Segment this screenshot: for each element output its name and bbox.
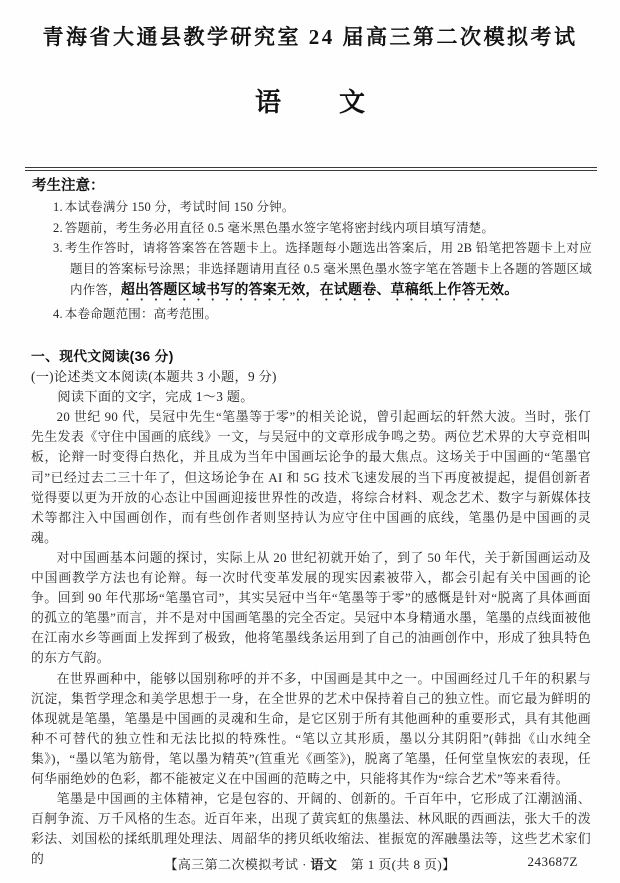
notice-item-1-text: 本试卷满分 150 分，考试时间 150 分钟。 <box>64 200 295 214</box>
notice-items <box>53 197 592 325</box>
footer-caption-prefix: 【高三第二次模拟考试 · <box>164 857 311 872</box>
notice-item-2-number: 2. <box>53 220 63 235</box>
passage-paragraph-2: 对中国画基本问题的探讨，实际上从 20 世纪初就开始了，到了 50 年代，关于新国画运动及中国画教学方法也有论辩。每一次时代变革发展的现实因素被带入，都会引起有关中国画的论争。回到 90 年代那场“笔墨官司”，其实吴冠中当年“笔墨等于零”的感慨是针对“脱离了具体画面的孤立的笔墨”而言，并不是对中国画笔墨的完全否定。吴冠中本身精通水墨，笔墨的点线面被他在江南水乡等画面上发挥到了极致，他将笔墨线条运用到了自己的油画创作中，形成了独具特色的东方气韵。 <box>31 550 591 666</box>
part-one-heading: 一、现代文阅读(36 分) <box>31 349 174 364</box>
footer-exam-code: 243687Z <box>527 854 578 869</box>
notice-item-1 <box>53 197 592 218</box>
subsection-heading: (一)论述类文本阅读(本题共 3 小题，9 分) <box>31 369 277 385</box>
page-footer <box>0 854 620 874</box>
passage-paragraph-4: 笔墨是中国画的主体精神，它是包容的、开阔的、创新的。千百年中，它形成了江潮汹涌、百舸争流、万千风格的生态。近百年来，出现了黄宾虹的焦墨法、林风眠的西画法，张大千的泼彩法、刘国松的揉纸肌理处理法、周韶华的拷贝纸收缩法、崔振宽的浑融墨法等，这些艺术家们的 <box>31 792 591 867</box>
candidate-notice <box>32 176 592 325</box>
exam-title: 青海省大通县教学研究室 24 届高三第二次模拟考试 <box>42 25 578 49</box>
notice-item-2 <box>53 218 592 239</box>
notice-item-3 <box>53 238 592 304</box>
notice-item-3-text: 考生作答时，请将答案答在答题卡上。选择题每小题选出答案后，用 2B 铅笔把答题卡上对应题目的答案标号涂黑；非选择题请用直径 0.5 毫米黑色墨水签字笔在答题卡上各题的答题区域内作答， <box>64 241 592 297</box>
main-content <box>31 347 591 869</box>
passage-paragraph-3: 在世界画种中，能够以国别称呼的并不多，中国画是其中之一。中国画经过几千年的积累与沉淀，集哲学理念和美学思想于一身，在全世界的艺术中保持着自己的独立性。而它最为鲜明的体现就是笔墨，笔墨是中国画的灵魂和生命，是它区别于所有其他画种的重要形式，具有其他画种不可替代的独立性和无法比拟的特殊性。“笔以立其形质，墨以分其阴阳”(韩拙《山水纯全集》)，“墨以笔为筋骨，笔以墨为精英”(笪重光《画筌》)，脱离了笔墨，任何堂皇恢宏的表现，任何华丽绝妙的色彩，都不能被定义在中国画的范畴之中，只能将其作为“综合艺术”等来看待。 <box>31 671 591 786</box>
footer-subject: 语文 <box>310 857 338 872</box>
notice-item-4 <box>53 304 592 325</box>
subject-title: 语文 <box>254 87 423 117</box>
notice-item-3-emphasized-text: 超出答题区域书写的答案无效，在试题卷、草稿纸上作答无效。 <box>120 281 519 297</box>
notice-item-1-number: 1. <box>53 200 63 214</box>
footer-page-info: 第 1 页(共 8 页)】 <box>337 857 456 872</box>
notice-item-3-number: 3. <box>53 241 63 255</box>
reading-passage <box>31 407 591 869</box>
notice-item-4-number: 4. <box>53 307 63 321</box>
notice-heading: 考生注意： <box>32 178 105 194</box>
header-divider-rule <box>25 167 597 171</box>
notice-item-2-text: 答题前，考生务必用直径 0.5 毫米黑色墨水签字笔将密封线内项目填写清楚。 <box>64 220 495 235</box>
reading-instruction: 阅读下面的文字，完成 1～3 题。 <box>57 389 254 405</box>
notice-item-4-text: 本卷命题范围：高考范围。 <box>64 307 218 321</box>
passage-paragraph-1: 20 世纪 90 代，吴冠中先生“笔墨等于零”的相关论说，曾引起画坛的轩然大波。当时，张仃先生发表《守住中国画的底线》一文，与吴冠中的文章形成争鸣之势。两位艺术界的大亨竞相叫板，论辩一时变得白热化，并且成为当年中国画坛论争的最大焦点。这场关于中国画的“笔墨官司”已经过去二三十年了，但这场论争在 AI 和 5G 技术飞速发展的当下再度被提起，提倡创新者觉得要以更为开放的心态让中国画迎接世界性的改造，将综合材料、观念艺术、数字与新媒体技术等都注入中国画创作，而有些创作者则坚持认为应守住中国画的底线，笔墨仍是中国画的灵魂。 <box>31 410 591 545</box>
